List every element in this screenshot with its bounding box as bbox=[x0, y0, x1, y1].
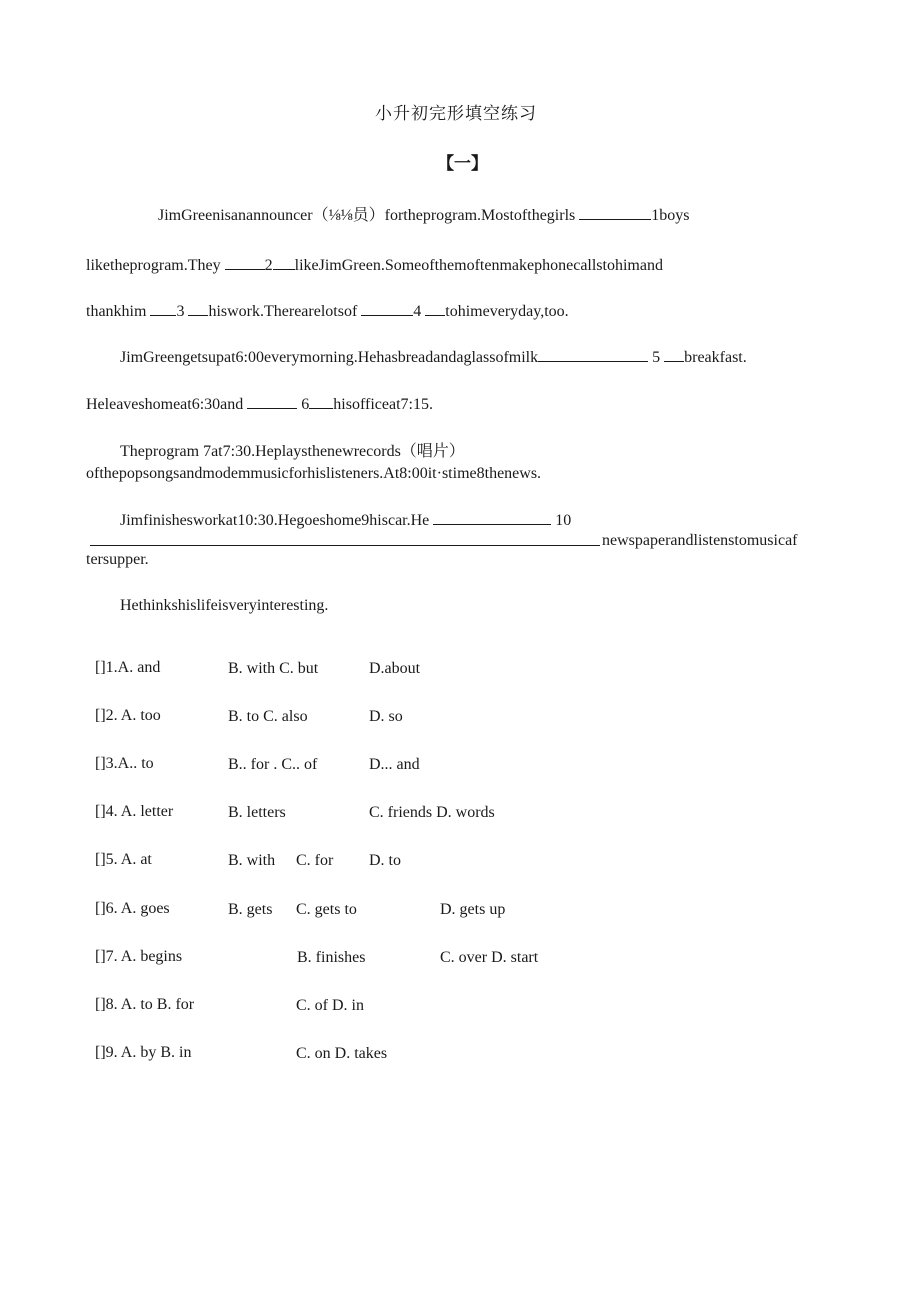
question-6: []6. A. goes bbox=[95, 900, 170, 917]
blank-3a[interactable] bbox=[150, 301, 176, 316]
option-d[interactable]: D... and bbox=[369, 756, 420, 773]
option-b[interactable]: B. to C. also bbox=[228, 708, 308, 725]
passage-text: thankhim bbox=[86, 303, 147, 320]
question-7: []7. A. begins bbox=[95, 948, 183, 965]
option-c[interactable]: C. over D. start bbox=[440, 949, 539, 966]
option-c[interactable]: C. gets to bbox=[296, 901, 357, 918]
blank-6-label: 6 bbox=[301, 396, 310, 413]
passage-line-6: Theprogram 7at7:30.Heplaysthenewrecords（唱片） bbox=[120, 443, 465, 460]
option-b[interactable]: B. with bbox=[228, 852, 276, 869]
passage-text: liketheprogram.They bbox=[86, 257, 221, 274]
option-d[interactable]: D. gets up bbox=[440, 901, 506, 918]
blank-4b[interactable] bbox=[425, 301, 445, 316]
passage-line-7: ofthepopsongsandmodemmusicforhislisteners.At8:00it·stime8thenews. bbox=[86, 465, 542, 482]
blank-4a[interactable] bbox=[361, 301, 413, 316]
blank-10-label: 10 bbox=[555, 512, 572, 529]
blank-5a[interactable] bbox=[538, 347, 648, 362]
passage-text: JimGreenisanannouncer（⅛⅛员）fortheprogram.Mostofthegirls bbox=[158, 207, 576, 224]
question-3: []3.A.. to bbox=[95, 755, 154, 772]
passage-text: breakfast. bbox=[684, 349, 747, 366]
blank-2a[interactable] bbox=[225, 255, 265, 270]
question-2: []2. A. too bbox=[95, 707, 161, 724]
question-4: []4. A. letter bbox=[95, 803, 174, 820]
page-title: 小升初完形填空练习 bbox=[375, 104, 537, 123]
passage-text: hisofficeat7:15. bbox=[333, 396, 433, 413]
option-c[interactable]: C. of D. in bbox=[296, 997, 364, 1014]
passage-text: likeJimGreen.Someofthemoftenmakephonecallstohimand bbox=[294, 257, 663, 274]
passage-line-10: tersupper. bbox=[86, 551, 149, 568]
question-8: []8. A. to B. for bbox=[95, 996, 195, 1013]
option-d[interactable]: D. so bbox=[369, 708, 403, 725]
blank-6a[interactable] bbox=[247, 394, 297, 409]
option-d[interactable]: D. to bbox=[369, 852, 401, 869]
option-d[interactable]: D.about bbox=[369, 660, 421, 677]
blank-6b[interactable] bbox=[309, 394, 333, 409]
blank-10a[interactable] bbox=[433, 510, 551, 525]
passage-text: JimGreengetsupat6:00everymorning.Hehasbreadandaglassofmilk bbox=[120, 349, 539, 366]
passage-line-3 bbox=[86, 301, 569, 322]
blank-5-label: 5 bbox=[652, 349, 661, 366]
option-c[interactable]: C. friends D. words bbox=[369, 804, 495, 821]
option-b[interactable]: B.. for . C.. of bbox=[228, 756, 318, 773]
blank-3-label: 3 bbox=[176, 303, 185, 320]
blank-3b[interactable] bbox=[188, 301, 208, 316]
passage-line-4 bbox=[120, 347, 747, 368]
blank-4-label: 4 bbox=[413, 303, 422, 320]
option-c[interactable]: C. on D. takes bbox=[296, 1045, 388, 1062]
blank-1-label: 1boys bbox=[651, 207, 690, 224]
blank-2b[interactable] bbox=[273, 255, 295, 270]
option-b[interactable]: B. letters bbox=[228, 804, 286, 821]
option-b[interactable]: B. gets bbox=[228, 901, 273, 918]
option-c[interactable]: C. for bbox=[296, 852, 334, 869]
question-9: []9. A. by B. in bbox=[95, 1044, 192, 1061]
option-b[interactable]: B. finishes bbox=[297, 949, 366, 966]
blank-5b[interactable] bbox=[664, 347, 684, 362]
blank-2-label: 2 bbox=[264, 257, 273, 274]
passage-line-2 bbox=[86, 255, 663, 276]
passage-line-11: Hethinkshislifeisveryinteresting. bbox=[120, 597, 329, 614]
passage-line-1 bbox=[158, 205, 689, 226]
option-b[interactable]: B. with C. but bbox=[228, 660, 319, 677]
passage-text: Heleaveshomeat6:30and bbox=[86, 396, 244, 413]
passage-line-8 bbox=[120, 510, 571, 531]
passage-text: Jimfinishesworkat10:30.Hegoeshome9hiscar.He bbox=[120, 512, 430, 529]
section-heading: 【一】 bbox=[437, 154, 488, 173]
question-1: []1.A. and bbox=[95, 659, 161, 676]
blank-10b[interactable] bbox=[90, 545, 600, 546]
passage-line-5 bbox=[86, 394, 433, 415]
passage-line-9: newspaperandlistenstomusicaf bbox=[602, 532, 798, 549]
blank-1[interactable] bbox=[579, 205, 651, 220]
passage-text: tohimeveryday,too. bbox=[445, 303, 569, 320]
question-5: []5. A. at bbox=[95, 851, 152, 868]
passage-text: hiswork.Therearelotsof bbox=[208, 303, 358, 320]
